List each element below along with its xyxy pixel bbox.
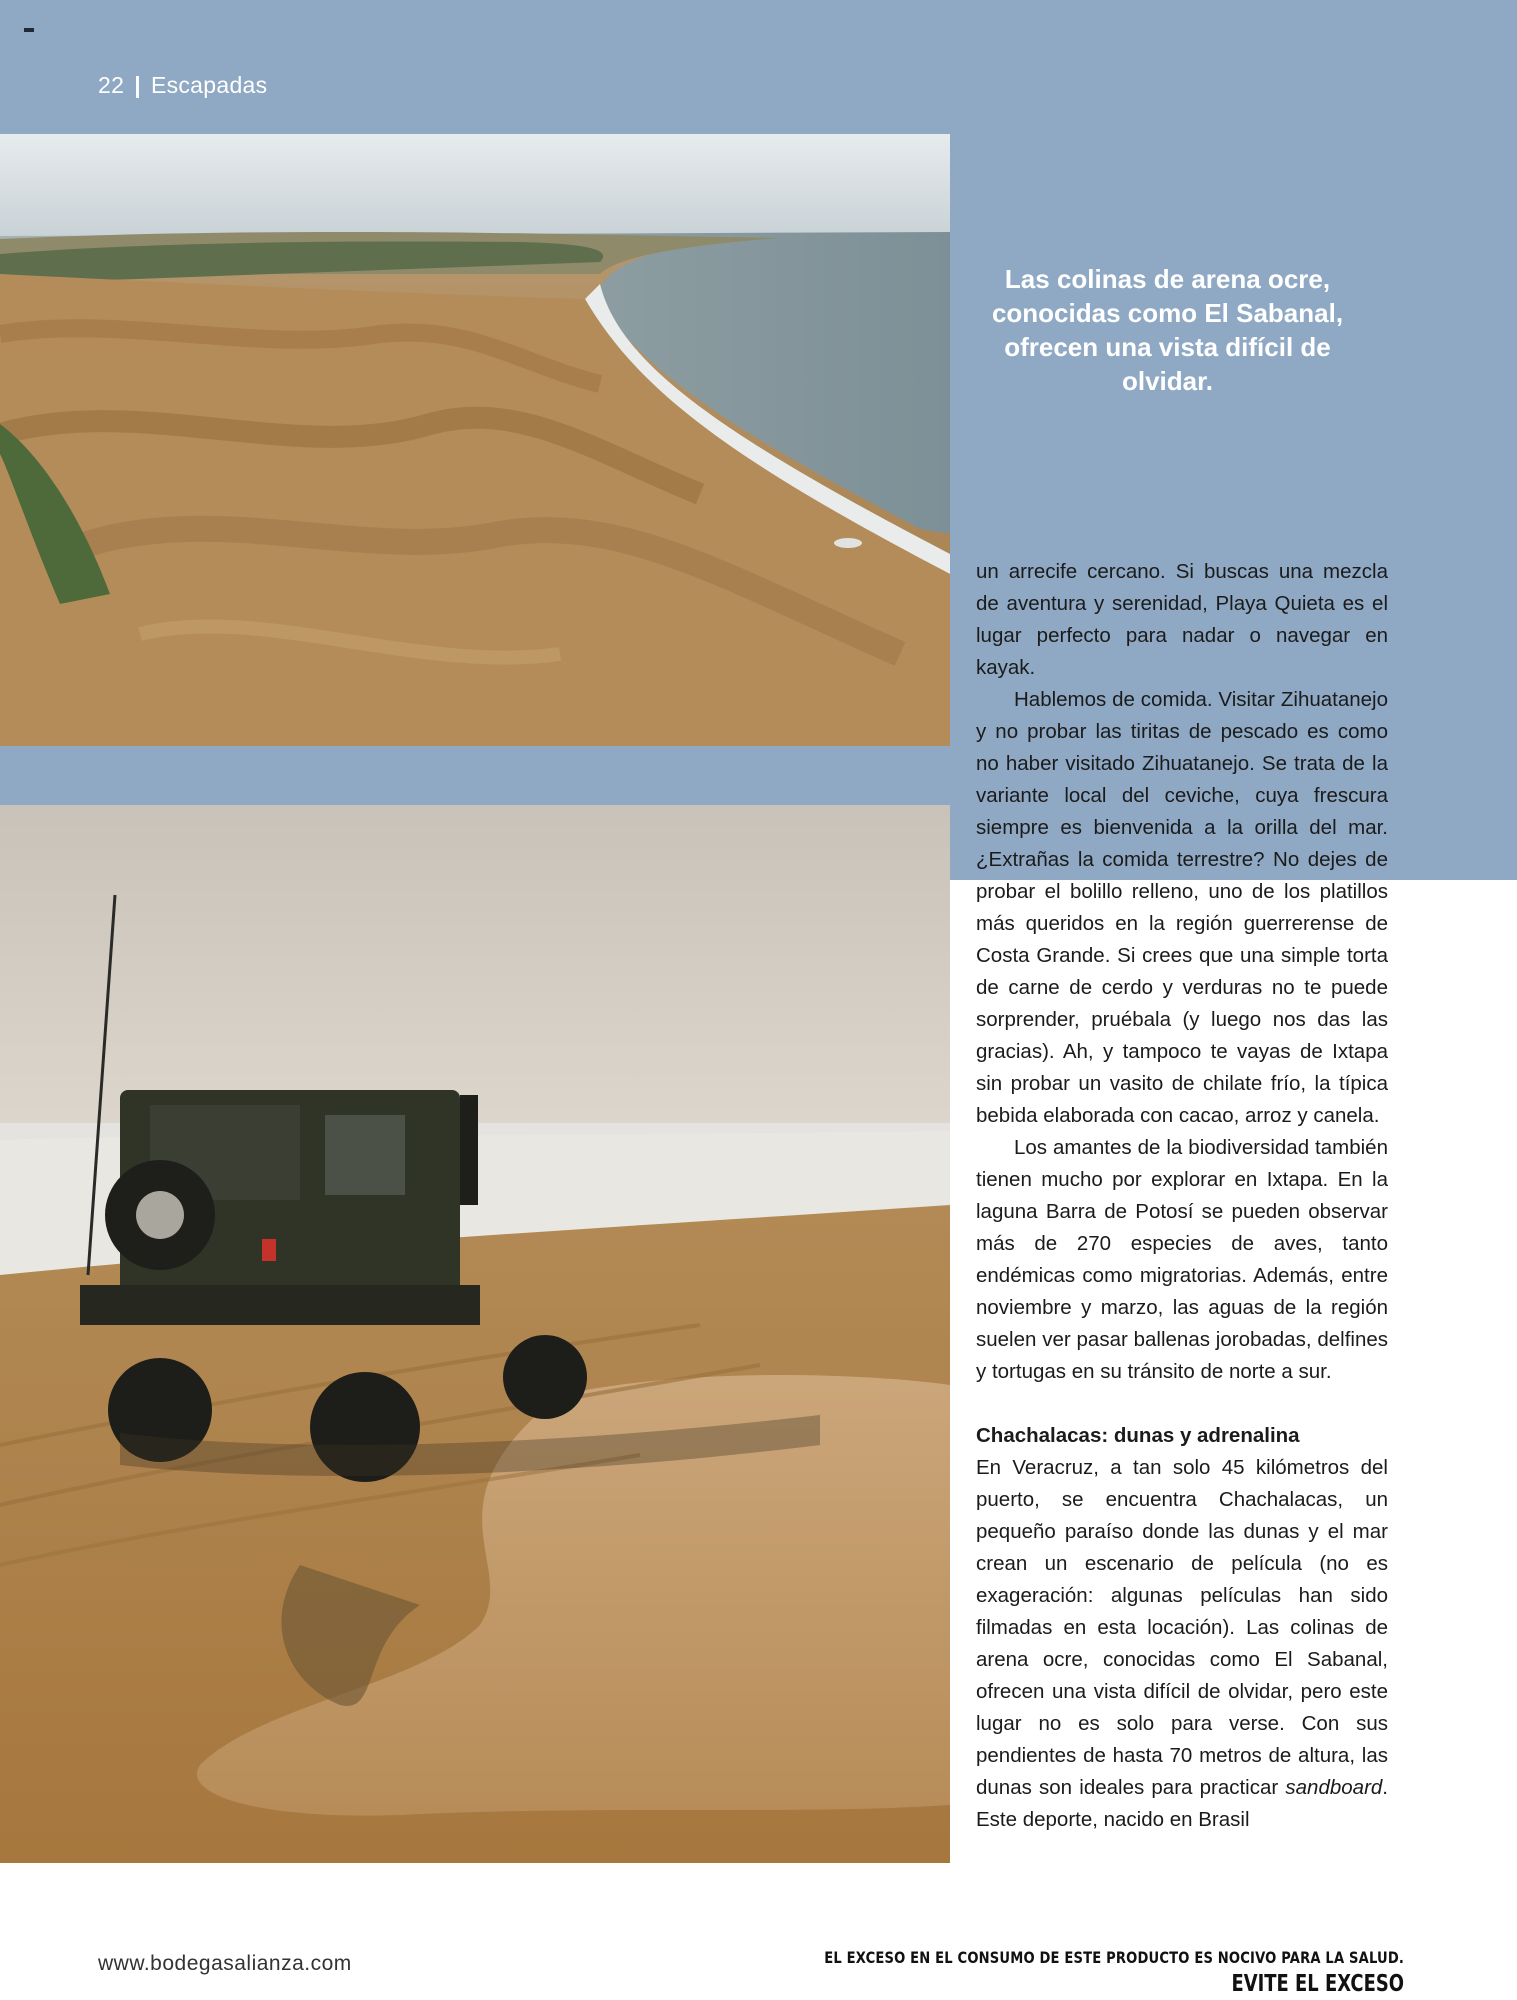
- jeep-beach-photo: [0, 805, 950, 1863]
- article-paragraph: Los amantes de la biodiversidad también tienen mucho por explorar en Ixtapa. En la laguna Barra de Potosí se pueden observar más de 270 especies de aves, tanto endémicas como migratorias. Además, entre noviembre y marzo, las aguas de la región suelen ver pasar ballenas jorobadas, delfines y tortugas en su tránsito de norte a sur.: [976, 1136, 1388, 1383]
- aerial-dunes-photo: [0, 134, 950, 746]
- paragraph-text: En Veracruz, a tan solo 45 kilómetros del puerto, se encuentra Chachalacas, un pequeño paraíso donde las dunas y el mar crean un escenario de película (no es exageración: algunas películas han sido filmadas en esta locación). Las colinas de arena ocre, conocidas como El Sabanal, ofrecen una vista difícil de olvidar, pero este lugar no es solo para verse. Con sus pendientes de hasta 70 metros de altura, las dunas son ideales para practicar: [976, 1456, 1388, 1799]
- paragraph-text-end: . Este deporte, nacido en Brasil: [976, 1776, 1388, 1831]
- aerial-dunes-illustration: [0, 134, 950, 746]
- article-paragraph: [976, 1452, 1388, 1836]
- article-paragraph: Hablemos de comida. Visitar Zihuatanejo y no probar las tiritas de pescado es como no haber visitado Zihuatanejo. Se trata de la variante local del ceviche, cuya frescura siempre es bienvenida a la orilla del mar. ¿Extrañas la comida terrestre? No dejes de probar el bolillo relleno, uno de los platillos más queridos en la región guerrerense de Costa Grande. Si crees que una simple torta de carne de cerdo y verduras no te puede sorprender, pruébala (y luego nos das las gracias). Ah, y tampoco te vayas de Ixtapa sin probar un vasito de chilate frío, la típica bebida elaborada con cacao, arroz y canela.: [976, 688, 1388, 1127]
- page-header: [98, 72, 267, 99]
- footer-url: www.bodegasalianza.com: [98, 1952, 352, 1975]
- article-column: [976, 556, 1388, 1836]
- jeep-beach-illustration: [0, 805, 950, 1863]
- warning-line-2: EVITE EL EXCESO: [1231, 1971, 1404, 1997]
- page-number: 22: [98, 72, 125, 98]
- health-warning: [697, 1948, 1404, 1997]
- header-separator: |: [134, 72, 141, 98]
- article-paragraph: un arrecife cercano. Si buscas una mezcla de aventura y serenidad, Playa Quieta es el lugar perfecto para nadar o navegar en kayak.: [976, 560, 1388, 679]
- corner-mark: [24, 28, 34, 32]
- italic-term: sandboard: [1285, 1776, 1383, 1799]
- pull-quote: Las colinas de arena ocre, conocidas como El Sabanal, ofrecen una vista difícil de olvidar.: [991, 264, 1344, 396]
- section-title: Escapadas: [150, 72, 268, 98]
- article-subheading: Chachalacas: dunas y adrenalina: [976, 1424, 1300, 1447]
- warning-line-1: EL EXCESO EN EL CONSUMO DE ESTE PRODUCTO ES NOCIVO PARA LA SALUD.: [824, 1948, 1404, 1967]
